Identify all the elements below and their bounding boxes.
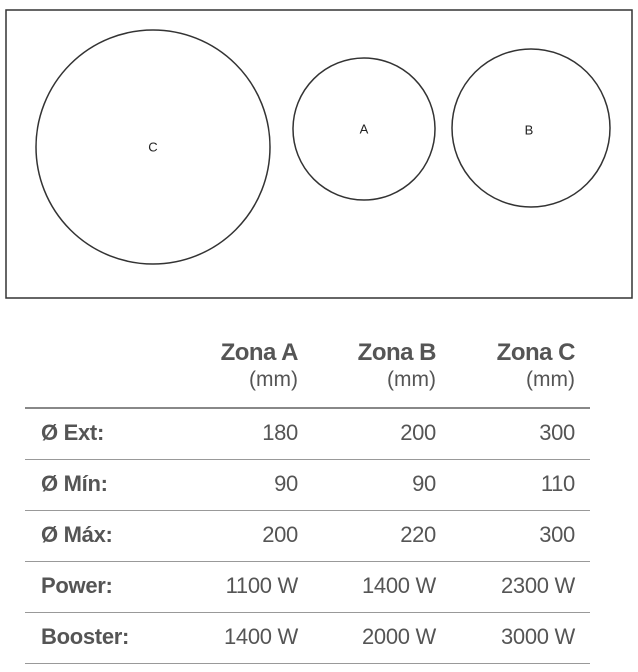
zone-c-label: C [148,139,158,155]
table-row-ext [25,408,590,460]
row-label: Ø Máx: [41,522,113,547]
table-row-max [25,510,590,562]
row-label: Ø Ext: [41,420,104,445]
table-row-power [25,561,590,613]
cell-zona-a: 1100 W [225,573,298,598]
row-label: Ø Mín: [41,471,108,496]
cell-zona-c: 300 [539,420,575,445]
cell-zona-a: 180 [262,420,298,445]
column-header-name: Zona C [496,339,575,366]
cell-zona-c: 110 [540,471,575,496]
column-header-zona-c [455,339,575,393]
cell-zona-a: 90 [274,471,298,496]
column-header-zona-b [316,339,436,393]
cell-zona-c: 3000 W [500,624,575,649]
cell-zona-a: 200 [262,522,298,547]
row-label: Power: [41,573,113,598]
cooktop-diagram [0,0,638,310]
zone-b-label: B [524,122,534,138]
column-header-zona-a [178,339,298,393]
cell-zona-b: 2000 W [361,624,436,649]
row-label: Booster: [41,624,130,649]
column-header-name: Zona B [357,339,436,366]
column-header-unit: (mm) [526,368,575,391]
cooktop-outline [6,10,632,298]
zone-a-label: A [359,121,369,137]
column-header-unit: (mm) [249,368,298,391]
cell-zona-b: 1400 W [361,573,436,598]
column-header-name: Zona A [220,339,298,366]
column-header-unit: (mm) [387,368,436,391]
cell-zona-b: 220 [400,522,436,547]
cell-zona-c: 2300 W [500,573,575,598]
cell-zona-b: 200 [400,420,436,445]
table-row-booster [25,612,590,664]
table-row-min [25,459,590,511]
cell-zona-a: 1400 W [223,624,298,649]
cell-zona-b: 90 [412,471,436,496]
cell-zona-c: 300 [539,522,575,547]
